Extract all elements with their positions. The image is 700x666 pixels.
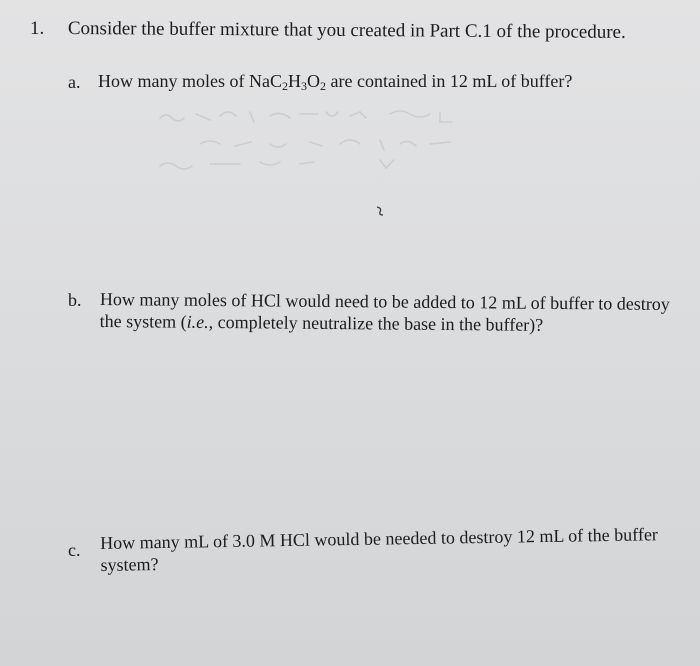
part-a-o: O <box>306 71 320 91</box>
part-c-letter: c. <box>68 540 81 560</box>
part-a-question <box>98 70 658 92</box>
part-b-ie: i.e. <box>186 311 209 332</box>
part-a-h: H <box>287 71 301 91</box>
part-a-subscript-1: 2 <box>281 79 288 93</box>
part-a-subscript-2: 3 <box>300 79 307 93</box>
part-a-text-after: are contained in 12 mL of buffer? <box>325 71 573 91</box>
part-b-text-before: How many moles of HCl would need to be added to 12 mL of buffer to destroy the system ( <box>99 288 670 332</box>
pen-mark <box>376 206 384 216</box>
part-b-text-after: , completely neutralize the base in the buffer)? <box>208 311 544 335</box>
part-a-text-before: How many moles of NaC <box>98 71 282 91</box>
question-prompt: Consider the buffer mixture that you created in Part C.1 of the procedure. <box>67 18 626 43</box>
part-b-letter: b. <box>68 290 82 310</box>
part-a-subscript-3: 2 <box>319 79 326 93</box>
bleed-through-handwriting <box>140 104 520 174</box>
part-b-question <box>100 288 670 337</box>
question-number: 1. <box>30 18 45 39</box>
part-a-letter: a. <box>68 72 81 92</box>
part-c-question: How many mL of 3.0 M HCl would be needed to destroy 12 mL of the buffer system? <box>100 524 658 575</box>
